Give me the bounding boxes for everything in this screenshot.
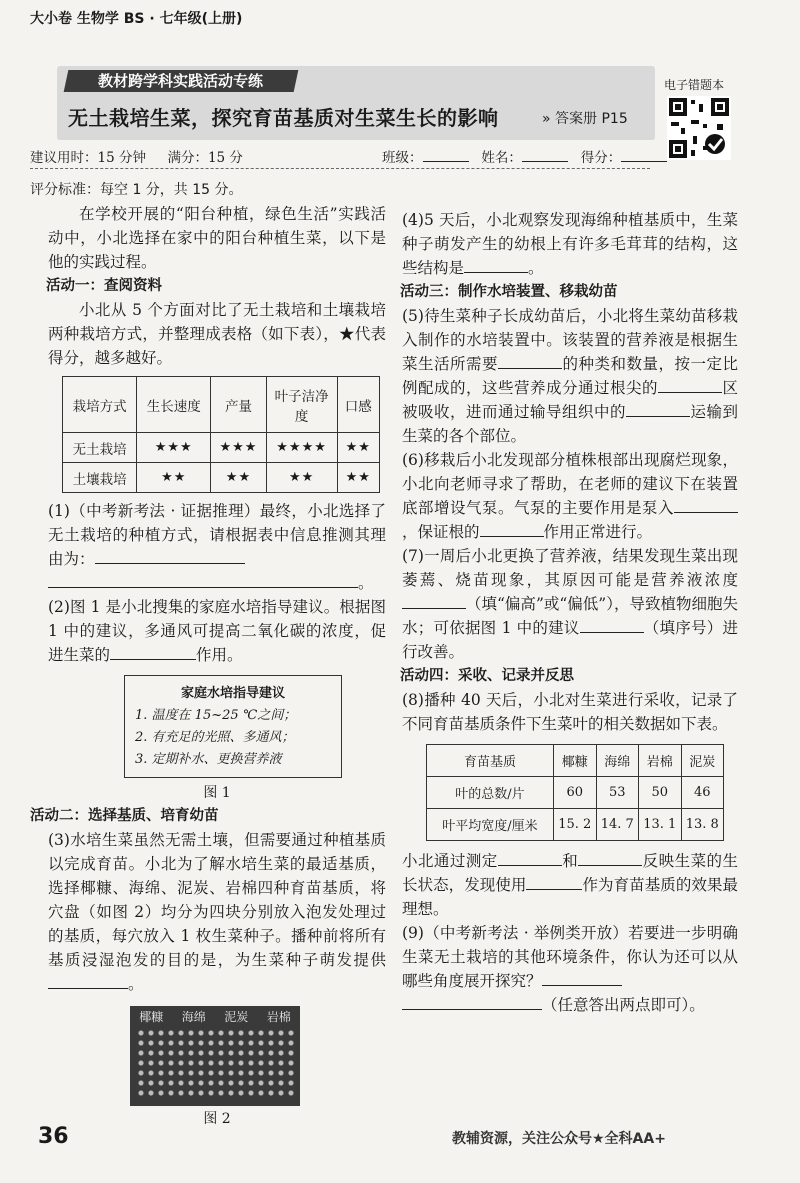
table-cell: 13. 1 [639,809,682,841]
figure-1-item: 3. 定期补水、更换营养液 [135,752,282,767]
table-header: 叶子洁净度 [266,377,337,433]
question-1-end: 。 [358,574,374,592]
question-9 [402,921,738,993]
table-cell: ★★ [266,463,337,493]
table-cell: 土壤栽培 [63,463,137,493]
question-4 [402,208,738,280]
question-9-line2 [402,993,738,1017]
question-6-text: (6)移栽后小北发现部分植株根部出现腐烂现象，小北向老师寻求了帮助，在老师的建议下在装置底部增设气泵。气泵的主要作用是泵入 [402,451,738,517]
figure-1-box [124,675,342,778]
table-cell: 60 [554,777,597,809]
footer-note: 教辅资源，关注公众号★全科AA+ [452,1131,666,1147]
table-cell: ★★ [211,463,266,493]
question-8-text-c: 和 [561,852,579,870]
table-header: 栽培方式 [63,377,137,433]
question-5-text-c: 区被吸收，进而通过输导组织中的 [402,379,738,421]
question-1-text: (1)（中考新考法 · 证据推理）最终，小北选择了无土栽培的种植方式，请根据表中信息推测其理由为： [48,502,386,568]
question-9-text-b: （任意答出两点即可）。 [542,996,705,1014]
banner-tag [64,70,299,92]
question-4-text: (4)5 天后，小北观察发现海绵种植基质中，生菜种子萌发产生的幼根上有许多毛茸茸的结构，这些结构是 [402,211,738,277]
question-7 [402,544,738,664]
qr-label: 电子错题本 [664,78,725,92]
page-number: 36 [38,1124,69,1149]
question-8-text: (8)播种 40 天后，小北对生菜进行采收，记录了不同育苗基质条件下生菜叶的相关数据如下表。 [402,691,738,733]
cultivation-table [62,376,380,493]
table-header: 泥炭 [681,745,724,777]
table-cell: ★★★ [211,433,266,463]
question-5-text-b: 的种类和数量，按一定比例配成的，这些营养成分通过根尖的 [402,355,738,397]
seed-tray-photo [130,1006,300,1106]
tray-label: 海绵 [181,1010,206,1024]
running-header: 大小卷 生物学 BS · 七年级(上册) [30,11,243,27]
table-cell: ★★ [337,433,379,463]
answer-blank[interactable] [480,521,544,538]
question-8-text-d: 反映生菜的生长状态，发现使用 [402,852,738,894]
answer-blank[interactable] [542,970,622,987]
question-8-text-b: 小北通过测定 [402,852,498,870]
header-divider [30,168,650,169]
question-6-text-b: ，保证根的 [402,523,480,541]
table-header: 生长速度 [137,377,211,433]
question-1-line2 [48,571,386,595]
name-field[interactable] [522,148,568,163]
question-4-end: 。 [528,259,544,277]
suggested-time: 建议用时：15 分钟 [30,150,146,166]
question-3-end: 。 [128,975,144,993]
question-2-end: 作用。 [196,646,243,664]
table-cell: 13. 8 [681,809,724,841]
name-label: 姓名： [481,150,522,166]
table-header: 海绵 [596,745,639,777]
question-7-text-c: （填序号）进行改善。 [402,619,738,661]
right-column [402,208,738,1017]
table-header: 育苗基质 [427,745,554,777]
answer-blank[interactable] [464,257,528,274]
table-cell: ★★ [137,463,211,493]
table-cell: 53 [596,777,639,809]
answer-blank[interactable] [48,973,128,990]
table-cell: 叶平均宽度/厘米 [427,809,554,841]
intro-paragraph: 在学校开展的“阳台种植，绿色生活”实践活动中，小北选择在家中的阳台种植生菜，以下是他的实践过程。 [48,205,386,271]
question-7-text-b: （填“偏高”或“偏低”），导致植物细胞失水；可依据图 1 中的建议 [402,595,738,637]
answer-blank[interactable] [48,572,358,589]
tray-labels [130,1008,300,1025]
answer-reference: » 答案册 P15 [542,111,628,127]
activity-1-heading: 活动一：查阅资料 [46,278,162,294]
question-8 [402,688,738,736]
answer-blank[interactable] [498,850,562,867]
table-header: 岩棉 [639,745,682,777]
question-6 [402,448,738,544]
answer-blank[interactable] [674,497,738,514]
answer-blank[interactable] [110,644,196,661]
answer-blank[interactable] [402,593,466,610]
question-5 [402,304,738,448]
question-2-text: (2)图 1 是小北搜集的家庭水培指导建议。根据图 1 中的建议，多通风可提高二氧化碳的浓度，促进生菜的 [48,598,386,664]
table-header: 口感 [337,377,379,433]
class-label: 班级： [382,150,423,166]
student-info [382,146,667,166]
class-field[interactable] [423,148,469,163]
figure-2-caption: 图 2 [203,1111,231,1127]
figure-1-title: 家庭水培指导建议 [180,686,285,701]
table-cell: ★★★ [137,433,211,463]
scoring-criteria: 评分标准：每空 1 分，共 15 分。 [30,182,243,198]
question-3 [48,828,386,996]
question-9-text: (9)（中考新考法 · 举例类开放）若要进一步明确生菜无土栽培的其他环境条件，你认为还可以从哪些角度展开探究？ [402,924,738,990]
answer-blank[interactable] [498,353,562,370]
table-cell: 50 [639,777,682,809]
table-header: 椰糠 [554,745,597,777]
answer-blank[interactable] [658,377,722,394]
qr-code-icon[interactable] [667,96,731,160]
substrate-table [426,744,724,841]
question-1 [48,499,386,571]
answer-blank[interactable] [95,548,245,565]
figure-1-caption: 图 1 [203,785,231,801]
table-cell: ★★★★ [266,433,337,463]
question-6-text-c: 作用正常进行。 [543,523,653,541]
answer-blank[interactable] [402,994,542,1011]
figure-1-item: 1. 温度在 15~25 ℃之间； [135,708,297,723]
tray-cells [136,1028,294,1100]
table-cell: 46 [681,777,724,809]
activity-2-heading: 活动二：选择基质、培育幼苗 [30,808,219,824]
answer-blank[interactable] [580,617,644,634]
question-5-text-d: 运输到生菜的各个部位。 [402,403,738,445]
activity-1-text: 小北从 5 个方面对比了无土栽培和土壤栽培两种栽培方式，并整理成表格（如下表），★代表得分，越多越好。 [48,301,386,367]
answer-blank[interactable] [626,401,690,418]
table-cell: 14. 7 [596,809,639,841]
answer-blank[interactable] [578,850,642,867]
question-5-text: (5)待生菜种子长成幼苗后，小北将生菜幼苗移栽入制作的水培装置中。该装置的营养液是根据生菜生活所需要 [402,307,738,373]
points-label: 得分： [580,150,622,166]
question-8-continued [402,849,738,921]
question-2 [48,595,386,667]
tray-label: 泥炭 [224,1010,249,1024]
answer-blank[interactable] [526,874,582,891]
activity-4-heading: 活动四：采收、记录并反思 [400,668,574,684]
figure-1-item: 2. 有充足的光照、多通风； [135,730,295,745]
page-title: 无土栽培生菜，探究育苗基质对生菜生长的影响 [68,106,499,130]
question-7-text: (7)一周后小北更换了营养液，结果发现生菜出现萎蔫、烧苗现象，其原因可能是营养液浓度 [402,547,738,589]
question-8-text-e: 作为育苗基质的效果最理想。 [402,876,738,918]
left-column [30,178,386,1130]
activity-3-heading: 活动三：制作水培装置、移栽幼苗 [400,284,618,300]
full-score: 满分：15 分 [167,150,243,166]
tray-label: 岩棉 [266,1010,291,1024]
points-field[interactable] [621,148,667,163]
banner-tag-text: 教材跨学科实践活动专练 [98,72,264,90]
question-3-text: (3)水培生菜虽然无需土壤，但需要通过种植基质以完成育苗。小北为了解水培生菜的最适基质，选择椰糠、海绵、泥炭、岩棉四种育苗基质，将穴盘（如图 2）均分为四块分别放入泡发处理过的基质，每穴放入 1 枚生菜种子。播种前将所有基质浸湿泡发的目的是，为生菜种子萌发提供 [48,831,386,969]
table-cell: 15. 2 [554,809,597,841]
table-header: 产量 [211,377,266,433]
table-cell: ★★ [337,463,379,493]
table-cell: 无土栽培 [63,433,137,463]
tray-label: 椰糠 [139,1010,164,1024]
table-cell: 叶的总数/片 [427,777,554,809]
